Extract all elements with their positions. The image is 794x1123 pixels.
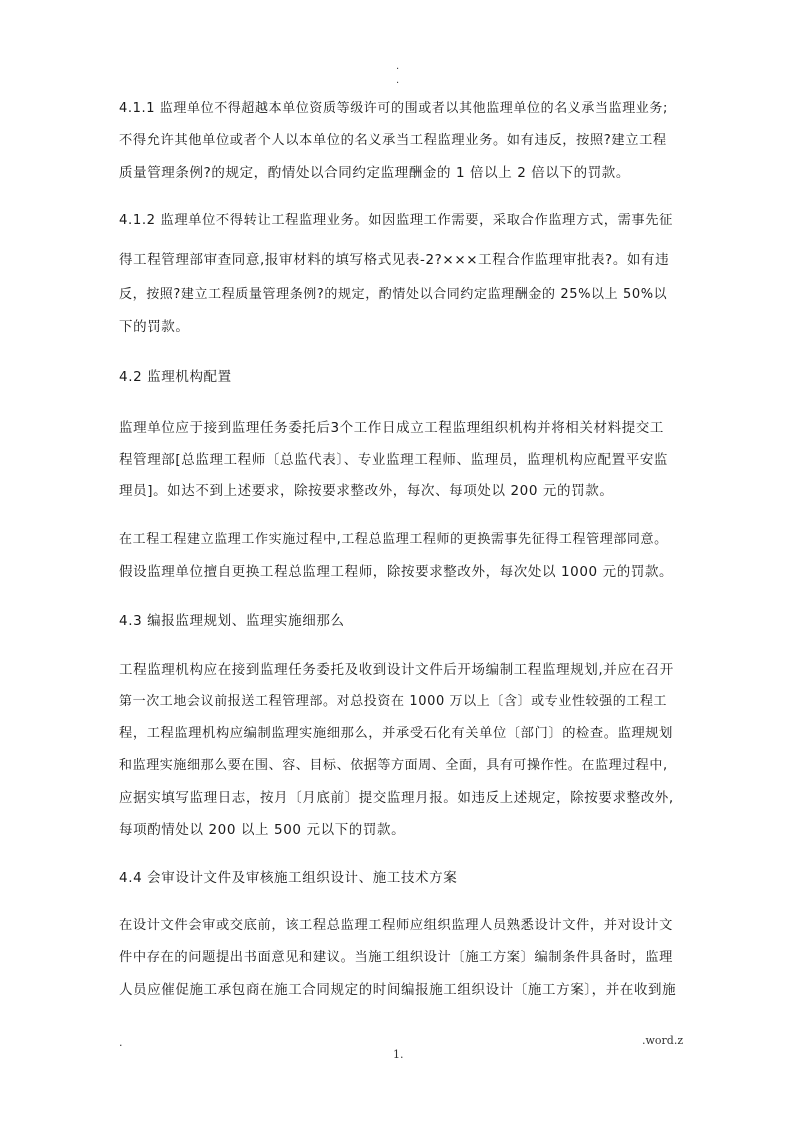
paragraph-4-1-1-line: 不得允许其他单位或者个人以本单位的名义承当工程监理业务。如有违反，按照?建立工程 xyxy=(119,133,667,148)
section-heading-4-4: 4.4 会审设计文件及审核施工组织设计、施工技术方案 xyxy=(119,870,458,886)
paragraph-4-2-line: 理员]。如达不到上述要求，除按要求整改外，每次、每项处以 200 元的罚款。 xyxy=(119,483,614,499)
paragraph-4-1-2-line: 得工程管理部审查同意,报审材料的填写格式见表-2?×××工程合作监理审批表?。如有违 xyxy=(119,252,670,268)
paragraph-4-4-line: 件中存在的问题提出书面意见和建议。当施工组织设计〔施工方案〕编制条件具备时，监理 xyxy=(119,950,674,965)
footer-text: .word.z xyxy=(642,1034,684,1047)
page-number: 1. xyxy=(393,1048,404,1061)
paragraph-4-4-line: 人员应催促施工承包商在施工合同规定的时间编报施工组织设计〔施工方案〕，并在收到施 xyxy=(119,982,677,998)
paragraph-4-3-line: 应据实填写监理日志，按月〔月底前〕提交监理月报。如违反上述规定，除按要求整改外, xyxy=(119,790,674,806)
footer-mark: . xyxy=(119,1036,123,1049)
paragraph-4-1-2-line: 反，按照?建立工程质量管理条例?的规定，酌情处以合同约定监理酬金的 25%以上 50%以 xyxy=(119,287,668,302)
paragraph-4-3-line: 第一次工地会议前报送工程管理部。对总投资在 1000 万以上〔含〕或专业性较强的工程工 xyxy=(119,694,668,709)
paragraph-4-3-line: 程，工程监理机构应编制监理实施细那么，并承受石化有关单位〔部门〕的检查。监理规划 xyxy=(119,726,674,741)
header-mark: . xyxy=(396,75,400,86)
paragraph-4-2b-line: 假设监理单位擅自更换工程总监理工程师，除按要求整改外，每次处以 1000 元的罚款。 xyxy=(119,564,674,580)
paragraph-4-1-2-line: 下的罚款。 xyxy=(119,319,190,335)
paragraph-4-2-line: 程管理部[总监理工程师〔总监代表〕、专业监理工程师、监理员，监理机构应配置平安监 xyxy=(119,452,669,468)
paragraph-4-3-line: 每项酌情处以 200 以上 500 元以下的罚款。 xyxy=(119,822,406,838)
header-mark: . xyxy=(396,61,400,72)
paragraph-4-3-line: 工程监理机构应在接到监理任务委托及收到设计文件后开场编制工程监理规划,并应在召开 xyxy=(119,662,674,678)
paragraph-4-2b-line: 在工程工程建立监理工作实施过程中,工程总监理工程师的更换需事先征得工程管理部同意。 xyxy=(119,532,668,547)
section-heading-4-3: 4.3 编报监理规划、监理实施细那么 xyxy=(119,613,345,629)
paragraph-4-4-line: 在设计文件会审或交底前，该工程总监理工程师应组织监理人员熟悉设计文件，并对设计文 xyxy=(119,918,674,933)
section-heading-4-2: 4.2 监理机构配置 xyxy=(119,369,232,385)
paragraph-4-2-line: 监理单位应于接到监理任务委托后3个工作日成立工程监理组织机构并将相关材料提交工 xyxy=(119,420,664,436)
paragraph-4-3-line: 和监理实施细那么要在围、容、目标、依据等方面周、全面，具有可操作性。在监理过程中, xyxy=(119,758,668,773)
paragraph-4-1-1-line: 质量管理条例?的规定，酌情处以合同约定监理酬金的 1 倍以上 2 倍以下的罚款。 xyxy=(119,165,631,181)
paragraph-4-1-1-line: 4.1.1 监理单位不得超越本单位资质等级许可的围或者以其他监理单位的名义承当监理业务; xyxy=(119,101,668,116)
paragraph-4-1-2-line: 4.1.2 监理单位不得转让工程监理业务。如因监理工作需要，采取合作监理方式，需事先征 xyxy=(119,213,673,228)
